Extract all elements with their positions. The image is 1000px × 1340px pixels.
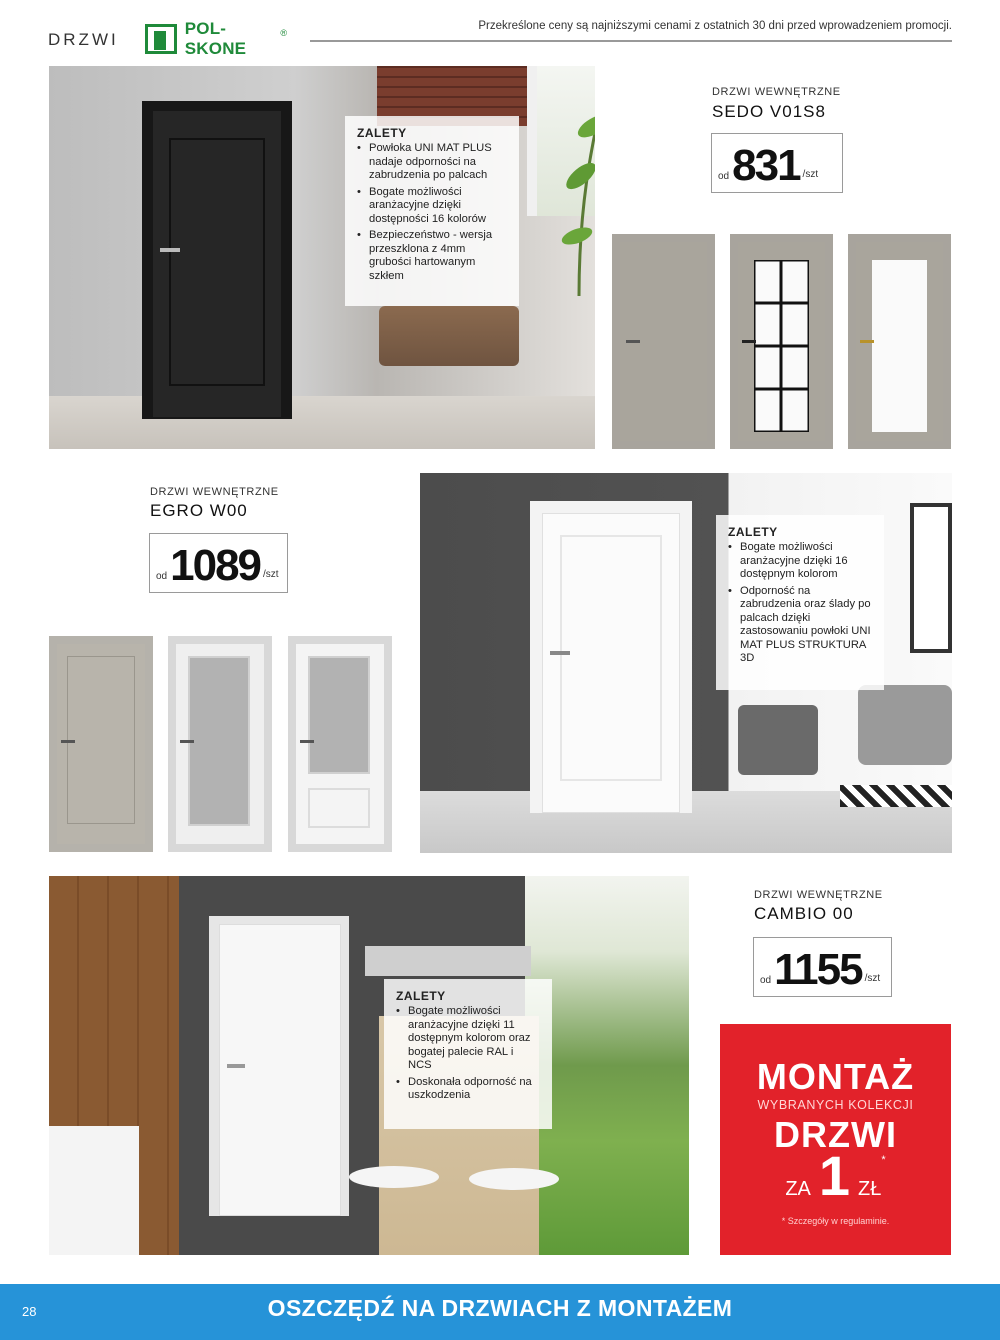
promo-za: ZA [785,1178,811,1200]
glass-grid [754,260,809,432]
price-value: 1155 [774,945,862,994]
feature-item: • Bogate możliwości aranżacyjne dzięki dostępności 16 kolorów [357,186,507,227]
price-box [711,133,843,193]
price-value: 831 [732,141,800,190]
price-prefix: od [156,571,168,582]
glass-pane [188,656,250,826]
cambio-features [384,979,552,1129]
product-category: DRZWI WEWNĘTRZNE [150,486,279,498]
price-unit: /szt [864,973,881,984]
price-prefix: od [760,975,772,986]
feature-item: • Powłoka UNI MAT PLUS nadaje odporności na zabrudzenia po palcach [357,142,507,183]
promo-amount: 1 [818,1144,851,1207]
feature-item: • Bogate możliwości aranżacyjne dzięki 11 dostępnym kolorom oraz bogatej palecie RAL i NCS [396,1005,540,1073]
promo-terms-note: * Szczegóły w regulaminie. [781,1216,890,1226]
kitchen-counter [49,1126,139,1255]
door-panel [67,656,135,824]
promo-asterisk: * [881,1154,886,1166]
section-category: DRZWI [48,30,119,49]
product-category: DRZWI WEWNĘTRZNE [712,86,841,98]
door-logo-icon [145,24,177,54]
price-value: 1089 [170,541,261,590]
price-unit: /szt [802,169,819,180]
door-handle [742,340,756,343]
glass-pane [308,656,370,774]
feature-item: • Bogate możliwości aranżacyjne dzięki 16 dostępnym kolorom [728,541,872,582]
door-variant-grid-glass [730,234,833,449]
features-title: ZALETY [728,525,778,539]
door-handle [860,340,874,343]
promo-headline: MONTAŻ [756,1056,915,1097]
page-number: 28 [22,1304,37,1319]
door-handle [550,651,570,655]
promo-price [720,1144,951,1208]
egro-features [716,515,884,690]
door-handle [61,740,75,743]
footer-slogan: OSZCZĘDŹ NA DRZWIACH Z MONTAŻEM [267,1295,733,1321]
door-panel [169,138,265,386]
price-prefix: od [718,171,730,182]
header-divider [310,40,952,42]
door-handle [160,248,180,252]
brand-logo [145,19,287,58]
cambio-room-photo [49,876,689,1255]
feature-item: • Bezpieczeństwo - wersja przeszklona z 4mm grubości hartowanym szkłem [357,229,507,283]
footer-banner [0,1284,1000,1340]
door-leaf [219,924,341,1216]
door-variant-glass [848,234,951,449]
price-unit: /szt [263,569,279,580]
door-panel [308,788,370,828]
installation-promo [720,1024,951,1255]
door-variant-glass [168,636,272,852]
product-category: DRZWI WEWNĘTRZNE [754,889,883,901]
plant-illustration [519,66,595,296]
armchair [379,306,519,366]
brand-name: POL-SKONE [184,19,247,58]
product-name: EGRO W00 [150,501,248,520]
registered-mark: ® [280,28,287,38]
glass-pane [872,260,927,432]
wall-art [910,503,952,653]
door-handle [180,740,194,743]
door-handle [626,340,640,343]
promo-currency: ZŁ [858,1178,882,1200]
price-disclaimer: Przekreślone ceny są najniższymi cenami z ostatnich 30 dni przed wprowadzeniem promocji. [478,20,952,32]
feature-item: • Doskonała odporność na uszkodzenia [396,1076,540,1103]
promo-product: DRZWI [774,1114,897,1155]
armchair [738,705,818,775]
bar-stool [469,1168,559,1190]
price-box [149,533,288,593]
bar-stool [349,1166,439,1188]
promo-subline: WYBRANYCH KOLEKCJI [757,1098,914,1112]
features-title: ZALETY [357,126,407,140]
features-title: ZALETY [396,989,446,1003]
sedo-features [345,116,519,306]
door-variant-solid [49,636,153,852]
rug [840,785,952,807]
cooker-hood [365,946,531,976]
price-box [753,937,892,997]
door-variant-half-glass [288,636,392,852]
product-name: SEDO V01S8 [712,102,826,121]
door-variant-solid [612,234,715,449]
product-name: CAMBIO 00 [754,904,854,923]
door-panel [560,535,662,781]
door-handle [227,1064,245,1068]
floor [49,396,595,449]
sofa [858,685,952,765]
feature-item: • Odporność na zabrudzenia oraz ślady po palcach dzięki zastosowaniu powłoki UNI MAT PLUS STRUKTURA 3D [728,585,872,666]
door-handle [300,740,314,743]
